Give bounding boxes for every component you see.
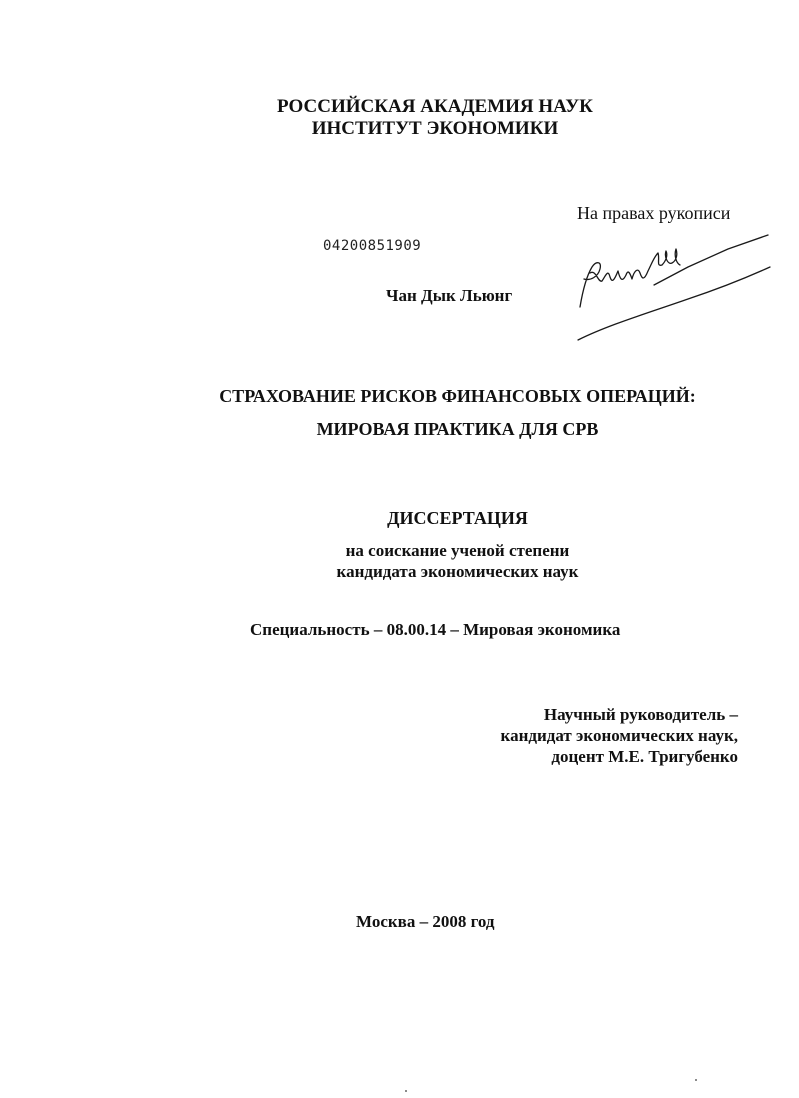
organization-header bbox=[0, 96, 799, 140]
title-line-2: МИРОВАЯ ПРАКТИКА ДЛЯ СРВ bbox=[316, 419, 599, 439]
supervisor-line-1: Научный руководитель – bbox=[543, 705, 738, 724]
supervisor-line-2: кандидат экономических наук, bbox=[500, 726, 738, 745]
supervisor-line-3: доцент М.Е. Тригубенко bbox=[551, 747, 738, 766]
scan-speck bbox=[405, 1090, 407, 1092]
signature-icon bbox=[568, 225, 778, 345]
catalog-code: 04200851909 bbox=[323, 238, 422, 254]
specialty: Специальность – 08.00.14 – Мировая экономика bbox=[250, 620, 621, 639]
supervisor-block bbox=[501, 704, 738, 767]
scan-speck bbox=[695, 1079, 697, 1081]
degree-description bbox=[0, 540, 799, 582]
organization-institute: ИНСТИТУТ ЭКОНОМИКИ bbox=[311, 118, 559, 139]
author-name: Чан Дык Льюнг bbox=[386, 286, 513, 305]
title-line-1: СТРАХОВАНИЕ РИСКОВ ФИНАНСОВЫХ ОПЕРАЦИЙ: bbox=[219, 386, 696, 406]
degree-line-2: кандидата экономических наук bbox=[336, 562, 579, 581]
dissertation-title bbox=[0, 380, 799, 446]
degree-line-1: на соискание ученой степени bbox=[345, 541, 570, 560]
manuscript-rights-note: На правах рукописи bbox=[577, 203, 731, 223]
place-and-year: Москва – 2008 год bbox=[356, 912, 495, 931]
organization-academy: РОССИЙСКАЯ АКАДЕМИЯ НАУК bbox=[277, 96, 593, 117]
document-type: ДИССЕРТАЦИЯ bbox=[387, 508, 528, 528]
